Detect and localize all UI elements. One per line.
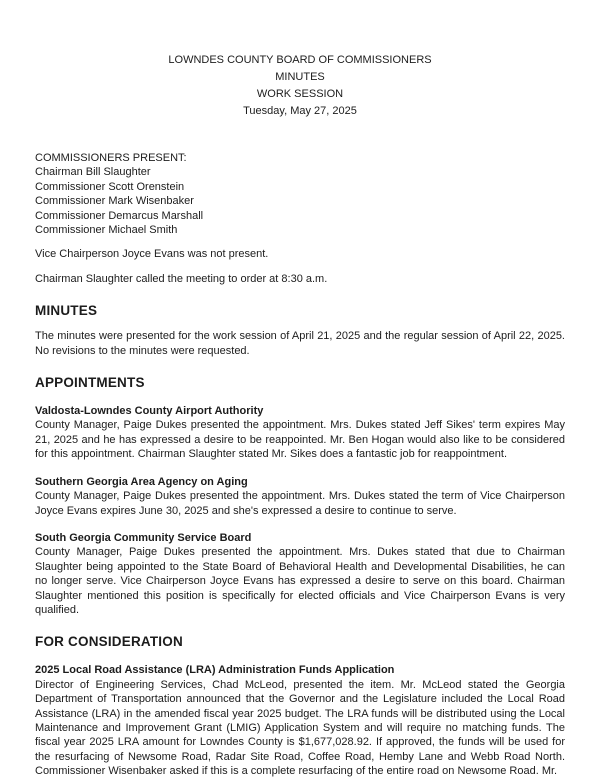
consideration-item [35, 663, 565, 778]
session-type: WORK SESSION [256, 88, 344, 100]
document-title: LOWNDES COUNTY BOARD OF COMMISSIONERS [168, 54, 432, 66]
section-heading-appointments: APPOINTMENTS [35, 375, 145, 391]
attendance-section [35, 151, 565, 286]
document-type: MINUTES [275, 71, 325, 83]
section-heading-for-consideration: FOR CONSIDERATION [35, 634, 183, 650]
consideration-item-title: 2025 Local Road Assistance (LRA) Administration Funds Application [35, 664, 395, 677]
appointment-item-title: Valdosta-Lowndes County Airport Authority [35, 405, 264, 418]
appointment-item-title: South Georgia Community Service Board [35, 531, 252, 544]
call-to-order-note: Chairman Slaughter called the meeting to order at 8:30 a.m. [35, 272, 328, 285]
section-for-consideration [35, 634, 565, 778]
consideration-item-body: Director of Engineering Services, Chad McLeod, presented the item. Mr. McLeod stated the Georgia Department of Transportation announced that the Governor and the Legislature included the Local Road Assistance (LRA) in the amended fiscal year 2025 budget. The LRA funds will be distributed using the Local Maintenance and Improvement Grant (LMIG) Application System and will require no matching funds. The fiscal year 2025 LRA amount for Lowndes County is $1,677,028.92. If approved, the funds will be used for the resurfacing of Newsome Road, Radar Site Road, Coffee Road, Hemby Lane and Webb Road North. Commissioner Wisenbaker asked if this is a complete resurfacing of the entire road on Newsome Road. Mr. [35, 678, 565, 778]
appointment-item-body: County Manager, Paige Dukes presented the appointment. Mrs. Dukes stated Jeff Sikes' term expires May 21, 2025 and he has expressed a desire to be reappointed. Mr. Ben Hogan would also like to be considered for this appointment. Chairman Slaughter stated Mr. Sikes does a fantastic job for reappointment. [35, 419, 565, 461]
appointment-item-body: County Manager, Paige Dukes presented the appointment. Mrs. Dukes stated the term of Vice Chairperson Joyce Evans expires June 30, 2025 and she's expressed a desire to continue to serve. [35, 490, 565, 517]
attendee-name: Chairman Bill Slaughter [35, 166, 151, 179]
appointment-item [35, 531, 565, 617]
appointment-item [35, 475, 565, 518]
attendee-name: Commissioner Demarcus Marshall [35, 209, 204, 222]
section-heading-minutes: MINUTES [35, 303, 98, 319]
attendee-name: Commissioner Mark Wisenbaker [35, 195, 194, 208]
attendee-name: Commissioner Michael Smith [35, 224, 178, 237]
section-appointments [35, 375, 565, 617]
absence-note: Vice Chairperson Joyce Evans was not present. [35, 248, 269, 261]
minutes-paragraph: The minutes were presented for the work session of April 21, 2025 and the regular session of April 22, 2025. No revisions to the minutes were requested. [35, 330, 565, 357]
appointment-item [35, 404, 565, 462]
appointment-item-body: County Manager, Paige Dukes presented the appointment. Mrs. Dukes stated that due to Chairman Slaughter being appointed to the State Board of Behavioral Health and Developmental Disabilities, he can no longer serve. Vice Chairperson Joyce Evans has expressed a desire to serve on this board. Chairman Slaughter mentioned this position is specifically for elected officials and Vice Chairperson Evans is very qualified. [35, 546, 565, 616]
appointment-item-title: Southern Georgia Area Agency on Aging [35, 475, 248, 488]
document-header [35, 52, 565, 120]
attendee-name: Commissioner Scott Orenstein [35, 180, 185, 193]
section-minutes [35, 303, 565, 358]
commissioners-present-label: COMMISSIONERS PRESENT: [35, 152, 187, 164]
meeting-date: Tuesday, May 27, 2025 [243, 105, 357, 117]
